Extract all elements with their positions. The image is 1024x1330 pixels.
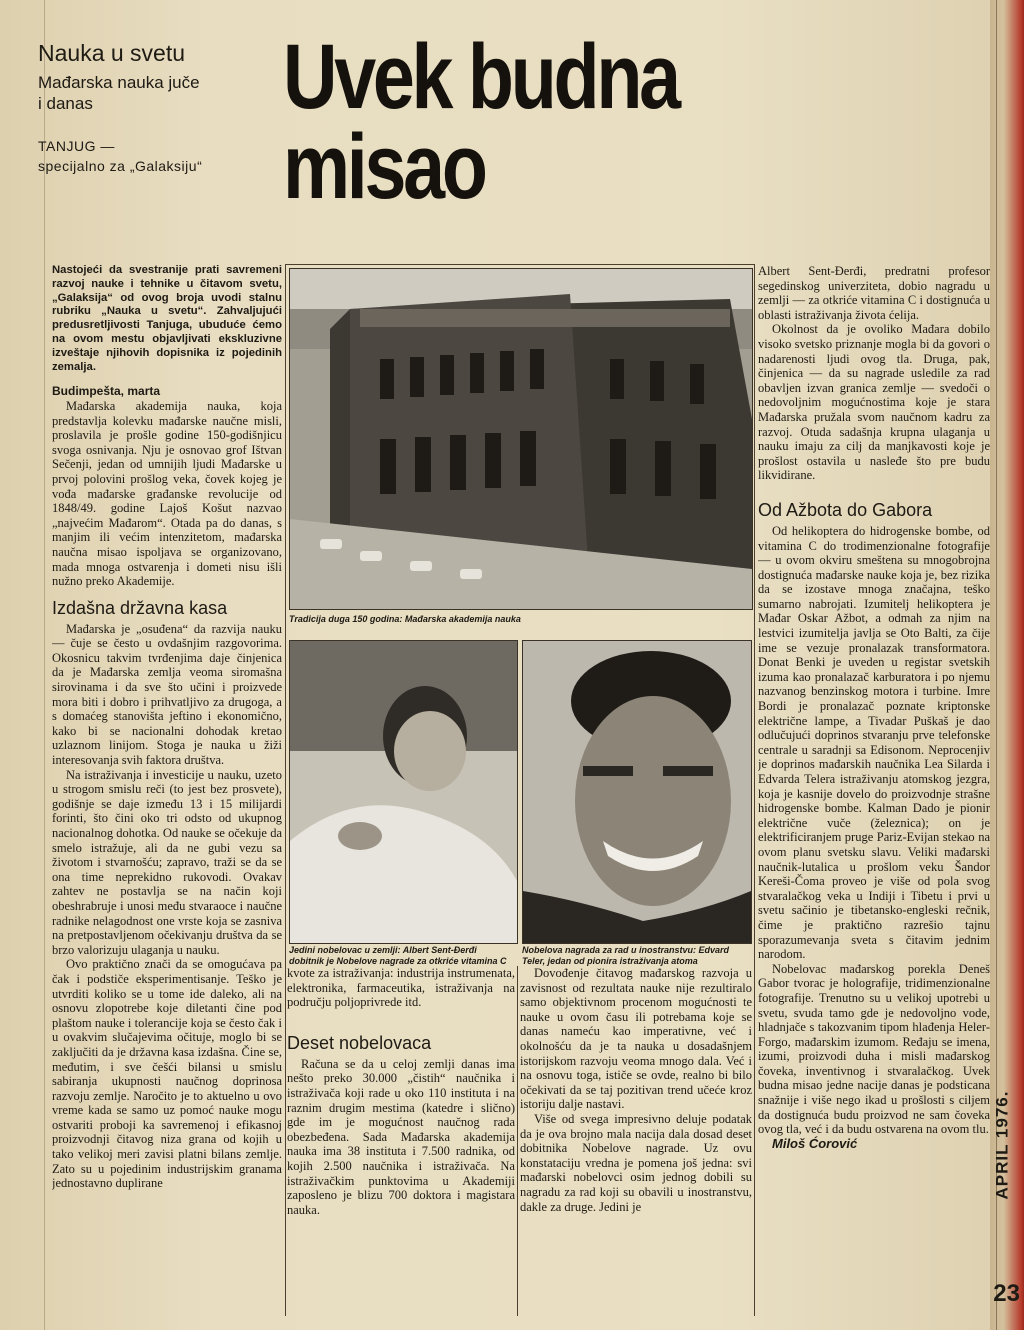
paragraph: Okolnost da je ovoliko Mađara dobilo visoko svetsko priznanje mogla bi da govori o nadarenosti ljudi ovog tla. Druga, pak, činjenica — da su nagrade usledile za rad obavljen izvan granica zemlje — svedoči o nedovoljnim mogućnostima koje je stara Mađarska pružala svom naučnom kadru za razvoj. Otuda sadašnja krupna ulaganja u nauku imaju za cilj da manjkavosti koje je prošlost ostavila u nasleđe što pre budu likvidirane. [758, 322, 990, 483]
paragraph: Mađarska je „osuđena“ da razvija nauku — čuje se često u ovdašnjim razgovorima. Okosnicu takvim tvrđenjima daje činjenica da je Mađarska zemlja veoma siromašna sirovinama i da sve što učini i proizvede mora biti i dobro i prihvatljivo za drugoga, a s domaćeg stanovišta jeftino i ekonomično, kako bi se nacionalni dohodak kretao uzlaznom linijom. Stoga je nauka u žiži interesovanja svih faktora društva. [52, 621, 282, 768]
paragraph: kvote za istraživanja: industrija instrumenata, elektronika, farmaceutika, istraživanja na području poljoprivrede itd. [287, 966, 515, 1010]
academy-caption: Tradicija duga 150 godina: Mađarska akademija nauka [289, 614, 521, 624]
teller-photo [522, 640, 752, 944]
paragraph: Mađarska akademija nauka, koja predstavlja kolevku mađarske naučne misli, proslavila je prošle godine 150-godišnjicu svoga osnivanja. Nju je osnovao grof Ištvan Sečenji, jedan od umnijih ljudi Mađarske u prvoj polovini prošlog veka, čovek kojeg je vođa mađarske građanske revolucije od 1848/49. godine Lajoš Košut nazvao „najvećim Mađarom“. Otada pa do danas, s manjim ili većim intenzitetom, mađarska naučna misao ispoljava se organizovano, mada mnoga ostvarenja i dometi nisu išli nužno preko Akademije. [52, 398, 282, 589]
teller-caption: Nobelova nagrada za rad u inostranstvu: Edvard Teler, jedan od pionira istraživanja atoma [522, 945, 730, 966]
article-headline: Uvek budna misao [283, 26, 678, 218]
academy-photo [289, 268, 753, 610]
column-divider [517, 966, 518, 1316]
author-signature: Miloš Ćorović [772, 1135, 858, 1151]
column-divider [285, 264, 286, 1316]
subheading: Od Ažbota do Gabora [758, 499, 933, 520]
szent-gyorgyi-caption: Jedini nobelovac u zemlji: Albert Sent-Đerđi dobitnik je Nobelove nagrade za otkriće vitamina C [289, 945, 507, 966]
page-number: 23 [993, 1280, 1020, 1307]
column-divider [754, 264, 755, 1316]
column-3 [520, 966, 752, 1316]
divider [285, 264, 755, 265]
paragraph: Više od svega impresivno deluje podatak da je ova brojno mala nacija dala dosad deset dobitnika Nobelove nagrade. Uz ovu konstataciju vredna je pomena još jedna: svi mađarski nobelovci osim jednog dobili su nagradu za rad koji su obavili u inostranstvu, dakle za druge. Jedini je [520, 1111, 752, 1214]
rubric-subtitle: Mađarska nauka juče i danas [38, 73, 200, 113]
rubric-source: TANJUG — specijalno za „Galaksiju“ [38, 138, 203, 174]
paragraph: Od helikoptera do hidrogenske bombe, od vitamina C do trodimenzionalne fotografije — u ovom okviru smeštena su mnogobrojna dostignuća mađarske nauke koja je, bez rizika da se izostave mnoga značajna, teško sumarno nabrojati. Izumitelj helikoptera je Mađar Oskar Ažbot, a odmah za njim na lestvici izumitelja javlja se Oto Balti, za čije ime se vezuje pronalazak transformatora. Donat Benki je uveden u registar svetskih izuma kao pronalazač karburatora i po njemu nazvanog benzinskog motora i turbine. Imre Bordi je pronalazač poznate kriptonske električne lampe, a Tivadar Puškaš je dao odlučujući doprinos stvaranju prve telefonske centrale u saradnji sa Edisonom. Neprocenjiv je doprinos mađarskih naučnika Lea Silarda i Edvarda Telera istraživanju atomskog jezgra, koja je kasnije dovelo do proizvodnje strašne hidrogenske bombe. Kalman Dado je pionir električne vuče (železnica); on je elektrificiranjem pruge Pariz-Evijan stekao na ovom planu svetsku slavu. Veliki mađarski naučnik-lutalica u prošlom veku Šandor Kereši-Čoma proveo je više od pola svog stvaralačkog veka u Indiji i Tibetu i prvi u svetu sačinio je tibetansko-engleski rečnik, čime je praktično razrešio tajnu sporazumevanja sveta s čitavim jednim narodom. [758, 523, 990, 962]
rubric-box [38, 40, 288, 176]
paragraph: Računa se da u celoj zemlji danas ima nešto preko 30.000 „čistih“ naučnika i istraživača koji rade u oko 110 instituta i na raznim drugim mestima (katedre i slično) gde im je mogućnost naučnog rada obezbeđena. Sada Mađarska akademija nauka ima 38 instituta i 7.500 radnika, od kojih 2.500 naučnika i istraživača. Na istraživačkim punktovima u Akademiji zaposleno je blizu 700 doktora i magistara nauka. [287, 1056, 515, 1217]
column-2 [287, 966, 515, 1316]
paragraph: Na istraživanja i investicije u nauku, uzeto u strogom smislu reči (to jest bez prosvete), godišnje se daje između 13 i 15 milijardi forinti, što čini oko tri odsto od ukupnog nacionalnog dohotka. Od nauke se očekuje da smelo istražuje, ali da ne gubi vezu sa životom i stvarnošću; zapravo, traži se da se ona time neprekidno rukovodi. Ovakav zahtev ne postavlja se na način koji obeshrabruje i unosi među stvaraoce i naučne radnike nelagodnost one vrste koja se zasniva na pretpostavljenom očekivanju društva da se brzo valorizuju ulaganja u nauku. [52, 767, 282, 957]
column-4 [758, 264, 990, 1314]
subheading: Izdašna državna kasa [52, 597, 228, 618]
paragraph: Ovo praktično znači da se omogućava pa čak i podstiče eksperimentisanje. Teško je utvrditi koliko se u tome ide daleko, ali na osnovu zlopotrebe koje diletanti čine pod plaštom nauke i tolerancije koja se često čak i u ovakvim slučajevima očituje, moglo bi se zaključiti da je državna kasa izdašna. Čine se, međutim, i sve češći bilansi u smislu sabiranja ukupnosti naučnog doprinosa razvoju zemlje. Naročito je to aktuelno u ovo vreme kada se samo uz pomoć nauke mogu ostvariti proboji ka savremenoj i efikasnoj proizvodnji čitavog niza grana od kojih u tako velikoj meri zavisi platni bilans zemlje. Zato su u pojedinim industrijskim granama jednostavno duplirane [52, 957, 282, 1191]
dateline: Budimpešta, marta [52, 384, 161, 399]
rubric-title: Nauka u svetu [38, 40, 186, 66]
page-edge-line [44, 0, 45, 1330]
column-1 [52, 264, 282, 1314]
lead-paragraph: Nastojeći da svestranije prati savremeni razvoj nauke i tehnike u čitavom svetu, „Galaksija“ od ovog broja uvodi stalnu rubriku „Nauka u svetu“. Zahvaljujući predusretljivosti Tanjuga, ubuduće ćemo na ovom mestu objavljivati ekskluzivne izveštaje njihovih dopisnika iz pojedinih zemalja. [52, 264, 282, 373]
subheading: Deset nobelovaca [287, 1032, 432, 1053]
paragraph: Nobelovac mađarskog porekla Deneš Gabor tvorac je holografije, tridimenzionalne fotografije. Trenutno su u velikoj upotrebi u svetu, svuda tamo gde je nedovoljno vode, hladnjače s takozvanim tipom hlađenja Heler-Forgo, mađarskim izumom. Ređaju se imena, izumi, proizvodi duha i misli mađarskog čoveka, inventivnog i stvaralačkog. Uvek budna misao jedne nacije danas je podsticana snažnije i više nego ikad u prošlosti s ciljem da dostignuća budu proizvod ne sam čoveka ovog tla, već i da budu ostvarena na ovom tlu. [758, 961, 990, 1137]
issue-date: APRIL 1976. [992, 1090, 1011, 1200]
szent-gyorgyi-photo [289, 640, 518, 944]
paragraph: Dovođenje čitavog mađarskog razvoja u zavisnost od rezultata nauke nije rezultiralo samo objektivnom procenom mogućnosti te nauke u ovom času ili potrebama koje se danas nameću kao imperativne, već i okolnošću da je ta nauka u dosadašnjem istorijskom razvoju veoma mnogo dala. Već i na osnovu toga, ističe se ovde, realno bi bilo očekivati da se taj pozitivan trend učeće kroz istoriju dalje nastavi. [520, 966, 752, 1112]
paragraph: Albert Sent-Đerđi, predratni profesor segedinskog univerziteta, dobio nagradu u zemlji — za otkriće vitamina C i dostignuća u oblasti istraživanja života ćelija. [758, 264, 990, 322]
